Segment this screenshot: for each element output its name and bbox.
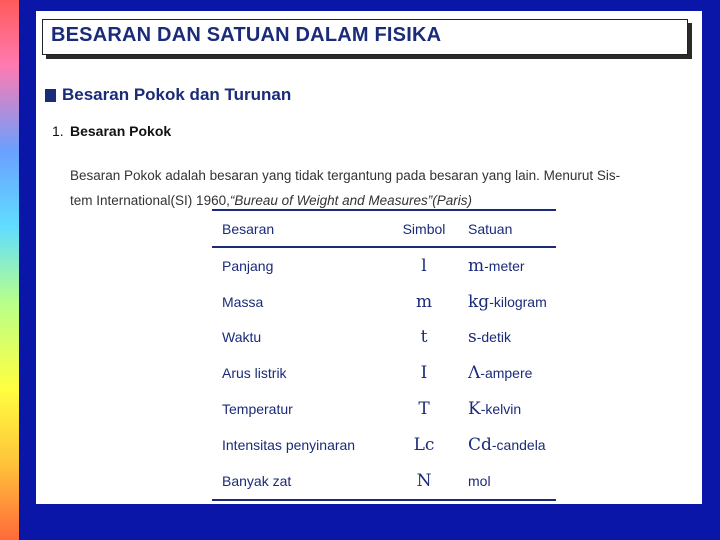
cell-besaran: Waktu bbox=[222, 329, 262, 346]
section-title: Besaran Pokok dan Turunan bbox=[62, 85, 292, 104]
cell-besaran: Arus listrik bbox=[222, 365, 287, 382]
table-row bbox=[212, 463, 556, 500]
unit-name: -ampere bbox=[480, 365, 533, 382]
cell-satuan bbox=[458, 427, 556, 463]
unit-symbol: Λ bbox=[468, 363, 481, 384]
cell-simbol: N bbox=[390, 463, 458, 500]
unit-name: -meter bbox=[484, 257, 525, 274]
paragraph-line-1: Besaran Pokok adalah besaran yang tidak tergantung pada besaran yang lain. Menurut Sis- bbox=[70, 168, 621, 183]
header-satuan: Satuan bbox=[458, 210, 556, 247]
item-label: Besaran Pokok bbox=[70, 123, 172, 139]
cell-simbol: Lc bbox=[413, 434, 435, 455]
decorative-gradient-stripe bbox=[0, 0, 19, 540]
table-header-row bbox=[212, 210, 556, 247]
unit-name: -kelvin bbox=[480, 401, 522, 418]
cell-besaran: Temperatur bbox=[222, 401, 293, 418]
header-simbol: Simbol bbox=[390, 210, 458, 247]
unit-symbol: kg bbox=[468, 291, 490, 312]
paragraph-line-2-text: tem International(SI) 1960, bbox=[70, 193, 230, 208]
cell-satuan bbox=[458, 463, 556, 500]
table-row bbox=[212, 284, 556, 320]
cell-satuan bbox=[458, 355, 556, 391]
unit-name: -candela bbox=[491, 436, 546, 453]
table-row bbox=[212, 355, 556, 391]
cell-satuan bbox=[458, 284, 556, 320]
unit-symbol: K bbox=[468, 399, 481, 420]
cell-besaran: Panjang bbox=[222, 257, 274, 274]
cell-satuan bbox=[458, 320, 556, 356]
square-bullet-icon bbox=[45, 89, 56, 102]
unit-name: -detik bbox=[476, 329, 511, 346]
unit-symbol: s bbox=[468, 327, 477, 348]
unit-name: -kilogram bbox=[489, 293, 547, 310]
cell-satuan bbox=[458, 247, 556, 284]
header-besaran: Besaran bbox=[212, 210, 390, 247]
si-base-quantities-table bbox=[212, 209, 556, 501]
cell-simbol: I bbox=[420, 363, 428, 384]
cell-simbol: m bbox=[415, 291, 433, 312]
table-row bbox=[212, 391, 556, 427]
cell-besaran: Intensitas penyinaran bbox=[222, 436, 356, 453]
table-row bbox=[212, 320, 556, 356]
item-number: 1. bbox=[52, 123, 64, 139]
unit-name: mol bbox=[468, 472, 491, 489]
title-box bbox=[42, 19, 688, 55]
cell-satuan bbox=[458, 391, 556, 427]
unit-symbol: Cd bbox=[468, 434, 492, 455]
table-row bbox=[212, 427, 556, 463]
section-heading bbox=[45, 85, 291, 105]
cell-simbol: t bbox=[420, 327, 428, 348]
unit-symbol: m bbox=[468, 255, 485, 276]
cell-simbol: l bbox=[421, 255, 427, 276]
cell-besaran: Massa bbox=[222, 293, 264, 310]
list-item-heading bbox=[52, 123, 171, 139]
description-paragraph bbox=[70, 163, 700, 213]
cell-besaran: Banyak zat bbox=[212, 463, 390, 500]
table-row bbox=[212, 247, 556, 284]
paragraph-line-2-italic: “Bureau of Weight and Measures”(Paris) bbox=[229, 193, 472, 208]
slide-title: BESARAN DAN SATUAN DALAM FISIKA bbox=[51, 24, 442, 46]
slide-content bbox=[36, 11, 702, 504]
cell-simbol: T bbox=[418, 399, 430, 420]
